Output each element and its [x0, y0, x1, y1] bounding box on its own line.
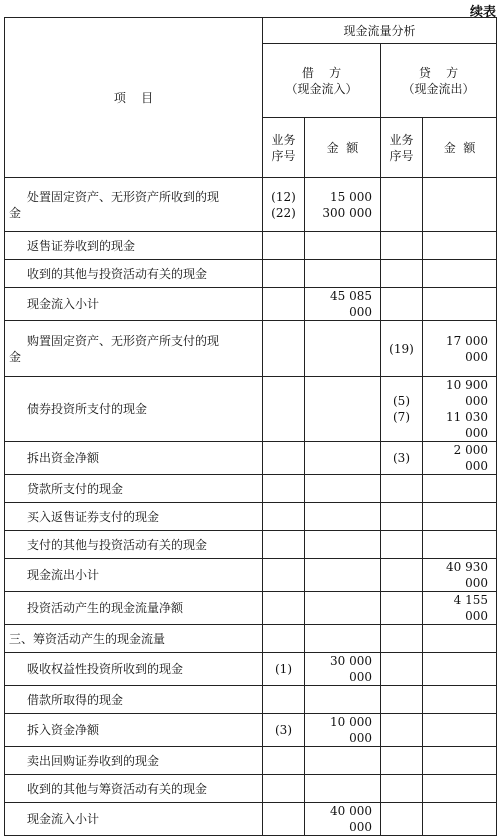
credit-seq-cell	[381, 653, 423, 686]
debit-seq-cell	[263, 232, 305, 260]
debit-seq-cell-value: (1)	[275, 662, 292, 676]
debit-amount-cell	[305, 592, 381, 625]
credit-amount-cell	[423, 714, 497, 747]
item-text: 借款所取得的现金	[27, 692, 124, 707]
credit-seq-cell	[381, 592, 423, 625]
table-row	[5, 714, 497, 747]
credit-amount-cell	[423, 625, 497, 653]
table-row	[5, 503, 497, 531]
item-cell	[5, 232, 263, 260]
credit-subtitle: （现金流出）	[402, 81, 475, 96]
debit-seq-cell	[263, 178, 305, 232]
debit-header	[263, 44, 381, 118]
credit-header	[381, 44, 497, 118]
table-row	[5, 232, 497, 260]
credit-amount-cell	[423, 178, 497, 232]
credit-seq-cell	[381, 686, 423, 714]
item-text: 债券投资所支付的现金	[27, 402, 148, 416]
item-text: 卖出回购证券收到的现金	[27, 753, 160, 768]
debit-seq-cell-value: (3)	[275, 723, 292, 737]
item-cell	[5, 775, 263, 803]
table-row	[5, 653, 497, 686]
credit-amount-cell	[423, 377, 497, 442]
debit-amount-cell	[305, 321, 381, 377]
table-row	[5, 260, 497, 288]
table-row	[5, 559, 497, 592]
debit-seq-cell	[263, 714, 305, 747]
credit-amount-header: 金 额	[423, 118, 497, 178]
credit-amount-cell	[423, 531, 497, 559]
credit-seq-cell	[381, 260, 423, 288]
debit-amount-cell	[305, 442, 381, 475]
item-text: 吸收权益性投资所收到的现金	[27, 662, 184, 676]
seq-label-2: 序号	[389, 148, 414, 163]
table-row	[5, 178, 497, 232]
credit-amount-cell	[423, 559, 497, 592]
item-text: 收到的其他与筹资活动有关的现金	[27, 781, 208, 796]
debit-title: 借 方	[301, 65, 342, 80]
debit-seq-cell	[263, 503, 305, 531]
credit-amount-cell-value: 17 000 000	[446, 333, 489, 364]
item-cell	[5, 442, 263, 475]
item-text-line-1: 购置固定资产、无形资产所支付的现	[27, 333, 220, 348]
item-cell	[5, 653, 263, 686]
credit-seq-cell	[381, 775, 423, 803]
credit-seq-cell-value: (7)	[393, 410, 410, 424]
credit-amount-cell	[423, 592, 497, 625]
table-row	[5, 321, 497, 377]
item-cell	[5, 625, 263, 653]
credit-seq-cell-value: (3)	[393, 451, 410, 465]
credit-seq-cell	[381, 559, 423, 592]
credit-amount-cell	[423, 503, 497, 531]
item-cell	[5, 503, 263, 531]
item-text: 三、筹资活动产生的现金流量	[9, 631, 166, 646]
item-text: 现金流出小计	[27, 568, 100, 582]
item-text: 返售证券收到的现金	[27, 238, 136, 253]
debit-amount-cell	[305, 625, 381, 653]
item-text: 买入返售证券支付的现金	[27, 509, 160, 524]
debit-seq-cell	[263, 288, 305, 321]
item-cell	[5, 592, 263, 625]
debit-amount-cell	[305, 377, 381, 442]
credit-seq-cell	[381, 321, 423, 377]
debit-amount-cell-value: 40 000 000	[330, 804, 372, 834]
debit-seq-cell	[263, 686, 305, 714]
credit-seq-cell	[381, 531, 423, 559]
debit-seq-cell	[263, 592, 305, 625]
item-text: 贷款所支付的现金	[27, 481, 124, 496]
debit-amount-cell-value: 30 000 000	[330, 654, 372, 684]
continued-label: 续表	[469, 5, 496, 20]
credit-seq-cell	[381, 377, 423, 442]
credit-seq-cell	[381, 288, 423, 321]
debit-amount-cell	[305, 178, 381, 232]
item-text: 投资活动产生的现金流量净额	[27, 601, 184, 615]
credit-seq-cell	[381, 625, 423, 653]
credit-amount-cell-value: 4 155 000	[453, 593, 489, 623]
item-cell	[5, 260, 263, 288]
table-row	[5, 377, 497, 442]
debit-amount-cell	[305, 232, 381, 260]
item-text: 支付的其他与投资活动有关的现金	[27, 537, 208, 552]
debit-seq-cell	[263, 625, 305, 653]
item-cell	[5, 714, 263, 747]
credit-amount-cell-value: 2 000 000	[453, 443, 489, 473]
debit-amount-cell	[305, 475, 381, 503]
debit-seq-cell	[263, 653, 305, 686]
table-row	[5, 775, 497, 803]
item-text: 收到的其他与投资活动有关的现金	[27, 266, 208, 281]
item-text: 拆出资金净额	[27, 451, 100, 465]
table-row	[5, 803, 497, 836]
debit-amount-header: 金 额	[305, 118, 381, 178]
debit-amount-cell-value: 15 000	[330, 189, 372, 204]
seq-label-1: 业务	[389, 132, 414, 147]
item-cell	[5, 686, 263, 714]
table-row	[5, 442, 497, 475]
item-cell	[5, 178, 263, 232]
debit-seq-cell	[263, 321, 305, 377]
credit-seq-cell-value: (5)	[393, 394, 410, 408]
item-text-line-2: 金	[9, 205, 22, 220]
credit-seq-header	[381, 118, 423, 178]
item-cell	[5, 475, 263, 503]
debit-amount-cell	[305, 559, 381, 592]
credit-amount-cell	[423, 288, 497, 321]
debit-seq-cell	[263, 531, 305, 559]
item-text: 现金流入小计	[27, 812, 100, 826]
credit-amount-cell-value: 40 930 000	[446, 560, 489, 590]
credit-seq-cell-value: (19)	[389, 341, 414, 356]
credit-amount-cell	[423, 803, 497, 836]
debit-seq-cell	[263, 559, 305, 592]
debit-seq-cell	[263, 377, 305, 442]
table-row	[5, 592, 497, 625]
credit-amount-cell	[423, 686, 497, 714]
cash-flow-analysis-table	[4, 17, 497, 836]
debit-amount-cell	[305, 531, 381, 559]
debit-seq-cell-value: (12)	[271, 189, 296, 204]
debit-seq-cell	[263, 803, 305, 836]
table-row	[5, 686, 497, 714]
credit-amount-cell	[423, 653, 497, 686]
item-text: 拆入资金净额	[27, 723, 100, 737]
credit-seq-cell	[381, 232, 423, 260]
analysis-header: 现金流量分析	[263, 18, 497, 44]
debit-amount-cell-value: 45 085 000	[330, 289, 372, 319]
item-cell	[5, 803, 263, 836]
debit-seq-cell	[263, 442, 305, 475]
debit-seq-cell	[263, 260, 305, 288]
table-row	[5, 475, 497, 503]
credit-seq-cell	[381, 475, 423, 503]
item-text: 现金流入小计	[27, 297, 100, 311]
credit-seq-cell	[381, 442, 423, 475]
credit-seq-cell	[381, 178, 423, 232]
item-cell	[5, 531, 263, 559]
debit-subtitle: （现金流入）	[285, 81, 358, 96]
debit-amount-cell-value: 300 000	[322, 205, 372, 220]
table-row	[5, 288, 497, 321]
debit-seq-cell	[263, 775, 305, 803]
debit-amount-cell-value: 10 000 000	[330, 715, 372, 745]
debit-amount-cell	[305, 686, 381, 714]
debit-amount-cell	[305, 288, 381, 321]
table-row	[5, 531, 497, 559]
debit-seq-cell	[263, 475, 305, 503]
credit-seq-cell	[381, 503, 423, 531]
debit-amount-cell	[305, 714, 381, 747]
debit-amount-cell	[305, 260, 381, 288]
debit-amount-cell	[305, 503, 381, 531]
table-row	[5, 625, 497, 653]
credit-amount-cell	[423, 475, 497, 503]
credit-amount-cell	[423, 442, 497, 475]
debit-seq-header	[263, 118, 305, 178]
item-cell	[5, 559, 263, 592]
debit-amount-cell	[305, 803, 381, 836]
credit-seq-cell	[381, 714, 423, 747]
item-text-line-2: 金	[9, 349, 22, 364]
credit-amount-cell-value: 10 900 000	[446, 378, 489, 408]
debit-seq-cell-value: (22)	[271, 205, 296, 220]
credit-amount-cell-value: 11 030 000	[446, 410, 489, 440]
debit-amount-cell	[305, 653, 381, 686]
item-text-line-1: 处置固定资产、无形资产所收到的现	[27, 189, 220, 204]
item-cell	[5, 288, 263, 321]
seq-label-1: 业务	[271, 132, 296, 147]
credit-amount-cell	[423, 260, 497, 288]
seq-label-2: 序号	[271, 148, 296, 163]
credit-seq-cell	[381, 803, 423, 836]
item-cell	[5, 377, 263, 442]
item-cell	[5, 321, 263, 377]
credit-title: 贷 方	[418, 65, 459, 80]
credit-amount-cell	[423, 321, 497, 377]
debit-amount-cell	[305, 775, 381, 803]
credit-amount-cell	[423, 232, 497, 260]
item-header: 项 目	[5, 18, 263, 178]
credit-amount-cell	[423, 775, 497, 803]
